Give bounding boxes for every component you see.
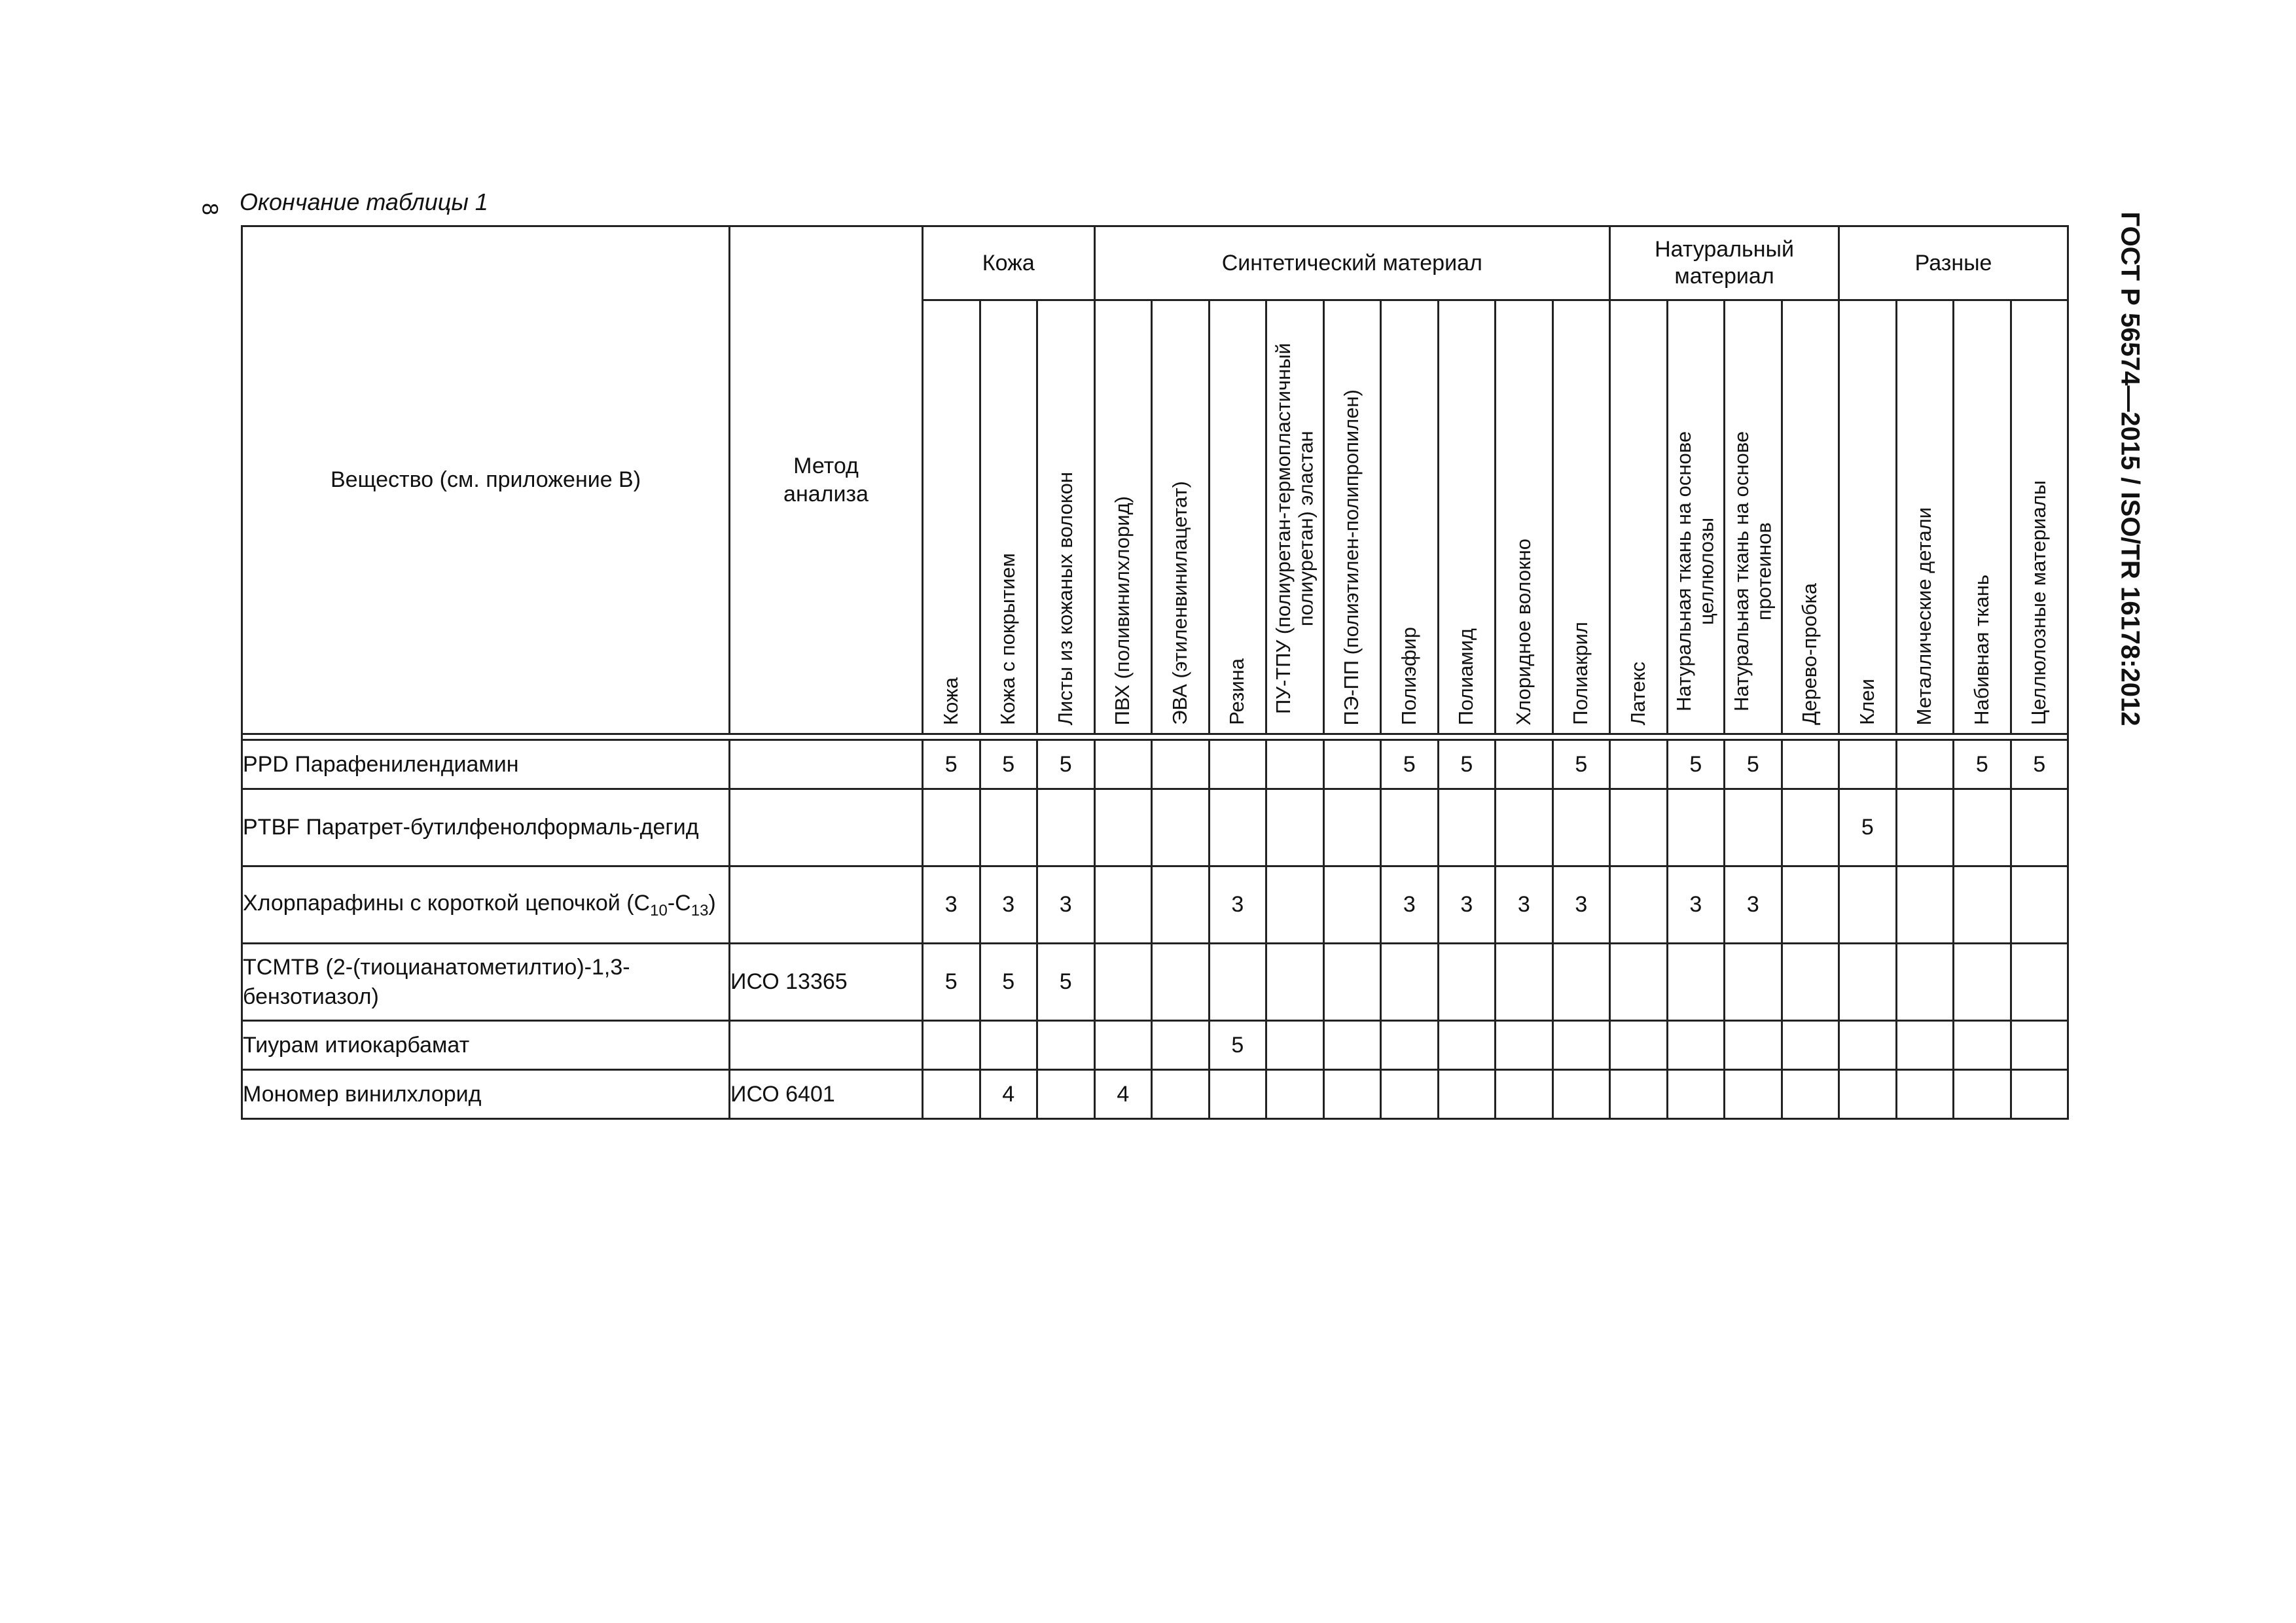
value-cell bbox=[1037, 1070, 1095, 1119]
document-code bbox=[2110, 194, 2149, 743]
value-cell bbox=[1323, 1021, 1381, 1070]
value-cell bbox=[2011, 1021, 2068, 1070]
value-cell: 5 bbox=[1037, 740, 1095, 789]
value-cell bbox=[1209, 944, 1266, 1021]
material-header-text: Кожа с покрытием bbox=[996, 553, 1020, 725]
material-header bbox=[1094, 300, 1152, 734]
header-separator bbox=[242, 734, 2068, 740]
value-cell bbox=[1094, 866, 1152, 944]
value-cell bbox=[1725, 944, 1782, 1021]
substance-cell: TCMTB (2-(тиоцианатометилтио)-1,3-бензотиазол) bbox=[242, 944, 730, 1021]
value-cell bbox=[1438, 1070, 1496, 1119]
value-cell bbox=[2011, 789, 2068, 866]
value-cell: 5 bbox=[2011, 740, 2068, 789]
value-cell: 3 bbox=[1037, 866, 1095, 944]
value-cell bbox=[1896, 789, 1954, 866]
material-header-text: Кожа bbox=[939, 677, 962, 725]
value-cell bbox=[1152, 1070, 1210, 1119]
material-header-text: Дерево-пробка bbox=[1798, 583, 1821, 725]
value-cell: 5 bbox=[980, 740, 1037, 789]
value-cell bbox=[1782, 866, 1839, 944]
value-cell bbox=[1667, 1070, 1725, 1119]
substance-cell: Хлорпарафины с короткой цепочкой $(C_{10}-C_{13})$ bbox=[242, 866, 730, 944]
material-header bbox=[2011, 300, 2068, 734]
material-header-text: Латекс bbox=[1626, 661, 1649, 725]
value-cell bbox=[1839, 944, 1897, 1021]
value-cell bbox=[1438, 944, 1496, 1021]
value-cell bbox=[1725, 789, 1782, 866]
value-cell bbox=[1839, 1021, 1897, 1070]
value-cell bbox=[1839, 1070, 1897, 1119]
material-header bbox=[1323, 300, 1381, 734]
value-cell bbox=[1954, 1021, 2011, 1070]
value-cell bbox=[1496, 944, 1553, 1021]
material-header bbox=[1782, 300, 1839, 734]
value-cell bbox=[1323, 866, 1381, 944]
group-header-natural-text: Натуральный материал bbox=[1655, 237, 1794, 289]
value-cell bbox=[1323, 944, 1381, 1021]
value-cell: 3 bbox=[1209, 866, 1266, 944]
value-cell: 3 bbox=[923, 866, 980, 944]
value-cell bbox=[1496, 1021, 1553, 1070]
value-cell bbox=[1266, 789, 1324, 866]
table-row bbox=[242, 944, 2068, 1021]
table-row bbox=[242, 1070, 2068, 1119]
value-cell: 5 bbox=[923, 944, 980, 1021]
table-row bbox=[242, 1021, 2068, 1070]
value-cell bbox=[2011, 1070, 2068, 1119]
value-cell bbox=[1152, 866, 1210, 944]
value-cell bbox=[1266, 1070, 1324, 1119]
value-cell bbox=[1381, 789, 1439, 866]
value-cell bbox=[1610, 789, 1668, 866]
value-cell bbox=[2011, 944, 2068, 1021]
value-cell bbox=[1610, 866, 1668, 944]
value-cell bbox=[1152, 789, 1210, 866]
value-cell bbox=[1954, 789, 2011, 866]
value-cell bbox=[1782, 944, 1839, 1021]
value-cell bbox=[1152, 944, 1210, 1021]
value-cell bbox=[1896, 1070, 1954, 1119]
value-cell bbox=[1896, 1021, 1954, 1070]
material-header-text: ПУ-ТПУ (полиуретан-термопластичный полиуретан) эластан bbox=[1271, 343, 1318, 715]
value-cell bbox=[1094, 789, 1152, 866]
header-separator-cell bbox=[242, 734, 2068, 740]
value-cell bbox=[1094, 1021, 1152, 1070]
value-cell: 5 bbox=[980, 944, 1037, 1021]
substance-cell: PTBF Паратрет-бутилфенолформаль-дегид bbox=[242, 789, 730, 866]
value-cell bbox=[1552, 944, 1610, 1021]
value-cell bbox=[1438, 789, 1496, 866]
value-cell: 5 bbox=[1667, 740, 1725, 789]
material-header-text: Резина bbox=[1225, 658, 1249, 725]
value-cell bbox=[1496, 1070, 1553, 1119]
method-cell bbox=[730, 866, 923, 944]
value-cell bbox=[1381, 944, 1439, 1021]
value-cell: 3 bbox=[1438, 866, 1496, 944]
material-header-text: Набивная ткань bbox=[1969, 575, 1993, 725]
value-cell bbox=[1266, 1021, 1324, 1070]
table-caption: Окончание таблицы 1 bbox=[240, 188, 488, 215]
value-cell bbox=[1954, 944, 2011, 1021]
header-row-groups bbox=[242, 226, 2068, 300]
method-header bbox=[730, 226, 923, 734]
method-header-text: Метод анализа bbox=[783, 454, 869, 507]
value-cell bbox=[923, 789, 980, 866]
method-cell: ИСО 13365 bbox=[730, 944, 923, 1021]
substance-cell: Тиурам итиокарбамат bbox=[242, 1021, 730, 1070]
material-header bbox=[1381, 300, 1439, 734]
value-cell bbox=[1896, 740, 1954, 789]
material-header-text: ПЭ-ПП (полиэтилен-полипропилен) bbox=[1340, 389, 1363, 725]
value-cell bbox=[1266, 944, 1324, 1021]
value-cell: 5 bbox=[1381, 740, 1439, 789]
material-header-text: Металлические детали bbox=[1912, 507, 1936, 725]
page-number: 8 bbox=[197, 203, 223, 215]
value-cell bbox=[1209, 789, 1266, 866]
substances-table bbox=[241, 225, 2069, 1120]
value-cell: 3 bbox=[1725, 866, 1782, 944]
material-header-text: Полиэфир bbox=[1397, 626, 1420, 725]
material-header bbox=[1896, 300, 1954, 734]
material-header-text: Листы из кожаных волокон bbox=[1053, 471, 1077, 725]
material-header bbox=[1037, 300, 1095, 734]
value-cell bbox=[1266, 866, 1324, 944]
value-cell bbox=[980, 1021, 1037, 1070]
value-cell bbox=[1839, 866, 1897, 944]
value-cell bbox=[1839, 740, 1897, 789]
value-cell: 5 bbox=[1209, 1021, 1266, 1070]
material-header-text: Натуральная ткань на основе целлюлозы bbox=[1672, 431, 1718, 712]
table-row bbox=[242, 740, 2068, 789]
value-cell bbox=[1266, 740, 1324, 789]
value-cell: 4 bbox=[1094, 1070, 1152, 1119]
value-cell bbox=[1037, 789, 1095, 866]
value-cell bbox=[1209, 740, 1266, 789]
value-cell: 3 bbox=[980, 866, 1037, 944]
value-cell bbox=[1552, 789, 1610, 866]
material-header bbox=[1152, 300, 1210, 734]
material-header-text: Полиамид bbox=[1454, 628, 1478, 725]
value-cell bbox=[980, 789, 1037, 866]
value-cell: 3 bbox=[1552, 866, 1610, 944]
value-cell bbox=[1782, 789, 1839, 866]
material-header-text: ПВХ (поливинилхлорид) bbox=[1111, 495, 1134, 725]
value-cell bbox=[1954, 1070, 2011, 1119]
value-cell bbox=[1552, 1070, 1610, 1119]
value-cell bbox=[1209, 1070, 1266, 1119]
value-cell: 5 bbox=[923, 740, 980, 789]
value-cell: 5 bbox=[1839, 789, 1897, 866]
value-cell bbox=[1381, 1021, 1439, 1070]
group-header-leather: Кожа bbox=[923, 226, 1095, 300]
material-header bbox=[1725, 300, 1782, 734]
value-cell bbox=[1496, 740, 1553, 789]
material-header bbox=[1266, 300, 1324, 734]
value-cell bbox=[1667, 789, 1725, 866]
value-cell bbox=[923, 1070, 980, 1119]
material-header-text: Натуральная ткань на основе протеинов bbox=[1729, 431, 1776, 712]
table-row bbox=[242, 789, 2068, 866]
method-cell: ИСО 6401 bbox=[730, 1070, 923, 1119]
value-cell: 5 bbox=[1552, 740, 1610, 789]
value-cell: 4 bbox=[980, 1070, 1037, 1119]
material-header-text: Хлоридное волокно bbox=[1511, 538, 1535, 725]
material-header bbox=[1496, 300, 1553, 734]
value-cell bbox=[1323, 1070, 1381, 1119]
material-header-text: Клеи bbox=[1855, 679, 1878, 725]
value-cell bbox=[1094, 740, 1152, 789]
value-cell bbox=[1610, 1021, 1668, 1070]
table-body bbox=[242, 740, 2068, 1119]
material-header bbox=[1438, 300, 1496, 734]
value-cell bbox=[1782, 1021, 1839, 1070]
value-cell: 5 bbox=[1954, 740, 2011, 789]
value-cell bbox=[1896, 944, 1954, 1021]
value-cell bbox=[1094, 944, 1152, 1021]
substance-cell: PPD Парафенилендиамин bbox=[242, 740, 730, 789]
material-header-text: ЭВА (этиленвинилацетат) bbox=[1168, 481, 1191, 725]
method-cell bbox=[730, 1021, 923, 1070]
value-cell bbox=[1667, 1021, 1725, 1070]
substance-header: Вещество (см. приложение В) bbox=[242, 226, 730, 734]
value-cell bbox=[1896, 866, 1954, 944]
value-cell bbox=[1782, 1070, 1839, 1119]
material-header bbox=[1839, 300, 1897, 734]
material-header bbox=[923, 300, 980, 734]
value-cell bbox=[1323, 740, 1381, 789]
value-cell bbox=[1496, 789, 1553, 866]
value-cell: 5 bbox=[1037, 944, 1095, 1021]
material-header bbox=[980, 300, 1037, 734]
value-cell bbox=[1438, 1021, 1496, 1070]
group-header-synthetic: Синтетический материал bbox=[1094, 226, 1610, 300]
value-cell bbox=[1725, 1021, 1782, 1070]
value-cell: 3 bbox=[1667, 866, 1725, 944]
value-cell bbox=[1381, 1070, 1439, 1119]
value-cell bbox=[1610, 1070, 1668, 1119]
value-cell: 3 bbox=[1496, 866, 1553, 944]
value-cell bbox=[2011, 866, 2068, 944]
method-cell bbox=[730, 789, 923, 866]
value-cell: 3 bbox=[1381, 866, 1439, 944]
value-cell bbox=[1552, 1021, 1610, 1070]
group-header-misc: Разные bbox=[1839, 226, 2068, 300]
value-cell bbox=[1037, 1021, 1095, 1070]
value-cell bbox=[1782, 740, 1839, 789]
material-header bbox=[1552, 300, 1610, 734]
value-cell bbox=[1152, 1021, 1210, 1070]
value-cell bbox=[1152, 740, 1210, 789]
value-cell bbox=[1323, 789, 1381, 866]
value-cell bbox=[1610, 740, 1668, 789]
material-header-text: Полиакрил bbox=[1569, 622, 1592, 725]
value-cell: 5 bbox=[1725, 740, 1782, 789]
value-cell bbox=[1667, 944, 1725, 1021]
material-header bbox=[1667, 300, 1725, 734]
material-header bbox=[1610, 300, 1668, 734]
value-cell bbox=[1725, 1070, 1782, 1119]
material-header-text: Целлюлозные материалы bbox=[2027, 480, 2051, 725]
material-header bbox=[1209, 300, 1266, 734]
value-cell bbox=[1954, 866, 2011, 944]
value-cell bbox=[923, 1021, 980, 1070]
value-cell: 5 bbox=[1438, 740, 1496, 789]
value-cell bbox=[1610, 944, 1668, 1021]
table-row bbox=[242, 866, 2068, 944]
document-code-text: ГОСТ Р 56574—2015 / ISO/TR 16178:2012 bbox=[2115, 211, 2145, 726]
method-cell bbox=[730, 740, 923, 789]
material-header bbox=[1954, 300, 2011, 734]
group-header-natural bbox=[1610, 226, 1839, 300]
substance-cell: Мономер винилхлорид bbox=[242, 1070, 730, 1119]
